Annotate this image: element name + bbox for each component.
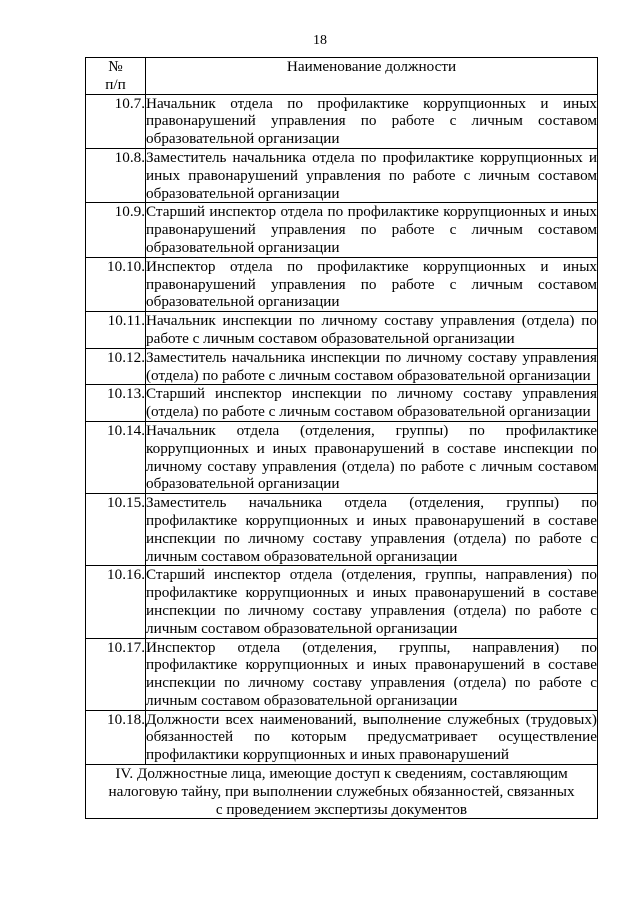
- page-number: 18: [313, 33, 327, 48]
- table-row: [86, 710, 598, 764]
- positions-table: [85, 57, 598, 819]
- row-number: 10.14.: [86, 421, 146, 493]
- table-row: [86, 94, 598, 148]
- position-title: Начальник инспекции по личному составу управления (отдела) по работе с личным составом образовательной организации: [146, 312, 597, 347]
- position-title: Инспектор отдела (отделения, группы, направления) по профилактике коррупционных и иных правонарушений в составе инспекции по личному составу управления (отдела) по работе с личным составом образовательной организации: [146, 638, 597, 709]
- position-title: Должности всех наименований, выполнение служебных (трудовых) обязанностей по которым предусматривает осуществление профилактики коррупционных и иных правонарушений: [146, 710, 597, 764]
- position-title: Старший инспектор отдела (отделения, группы, направления) по профилактике коррупционных и иных правонарушений в составе инспекции по личному составу управления (отдела) по работе с личным составом образовательной организации: [146, 566, 597, 637]
- position-title: Заместитель начальника отдела (отделения, группы) по профилактике коррупционных и иных правонарушений в составе инспекции по личному составу управления (отдела) по работе с личным составом образовательной организации: [146, 494, 597, 565]
- table-row: [86, 348, 598, 385]
- section-heading-line-2: налоговую тайну, при выполнении служебных обязанностей, связанных: [108, 782, 575, 800]
- table-row: [86, 148, 598, 202]
- table-row: [86, 566, 598, 638]
- row-number: 10.15.: [86, 494, 146, 566]
- row-number: 10.7.: [86, 94, 146, 148]
- table-header-row: [86, 58, 598, 95]
- row-number: 10.10.: [86, 257, 146, 311]
- position-title: Начальник отдела (отделения, группы) по профилактике коррупционных и иных правонарушений в составе инспекции по личному составу управления (отдела) по работе с личным составом образовательной организации: [146, 421, 597, 493]
- header-title: Наименование должности: [146, 58, 598, 95]
- position-title: Старший инспектор отдела по профилактике коррупционных и иных правонарушений управления по работе с личным составом образовательной организации: [146, 203, 597, 256]
- position-title: Начальник отдела по профилактике коррупционных и иных правонарушений управления по работе с личным составом образовательной организации: [146, 94, 597, 148]
- position-title: Старший инспектор инспекции по личному составу управления (отдела) по работе с личным составом образовательной организации: [146, 385, 597, 421]
- table-row: [86, 385, 598, 422]
- table-row: [86, 638, 598, 710]
- header-number: № п/п: [86, 58, 146, 95]
- table-row: [86, 203, 598, 257]
- row-number: 10.18.: [86, 710, 146, 764]
- table-row: [86, 494, 598, 566]
- row-number: 10.13.: [86, 385, 146, 422]
- row-number: 10.17.: [86, 638, 146, 710]
- table-row: [86, 257, 598, 311]
- section-heading-line-1: IV. Должностные лица, имеющие доступ к сведениям, составляющим: [115, 765, 568, 783]
- section-heading-line-3: с проведением экспертизы документов: [215, 800, 468, 818]
- table-row: [86, 312, 598, 349]
- row-number: 10.8.: [86, 148, 146, 202]
- section-row: [86, 765, 598, 819]
- row-number: 10.16.: [86, 566, 146, 638]
- table-row: [86, 421, 598, 493]
- position-title: Заместитель начальника отдела по профилактике коррупционных и иных правонарушений управления по работе с личным составом образовательной организации: [146, 148, 597, 202]
- row-number: 10.9.: [86, 203, 146, 257]
- position-title: Инспектор отдела по профилактике коррупционных и иных правонарушений управления по работе с личным составом образовательной организации: [146, 257, 597, 311]
- row-number: 10.11.: [86, 312, 146, 349]
- row-number: 10.12.: [86, 348, 146, 385]
- section-heading: [86, 765, 598, 819]
- position-title: Заместитель начальника инспекции по личному составу управления (отдела) по работе с личным составом образовательной организации: [146, 348, 597, 384]
